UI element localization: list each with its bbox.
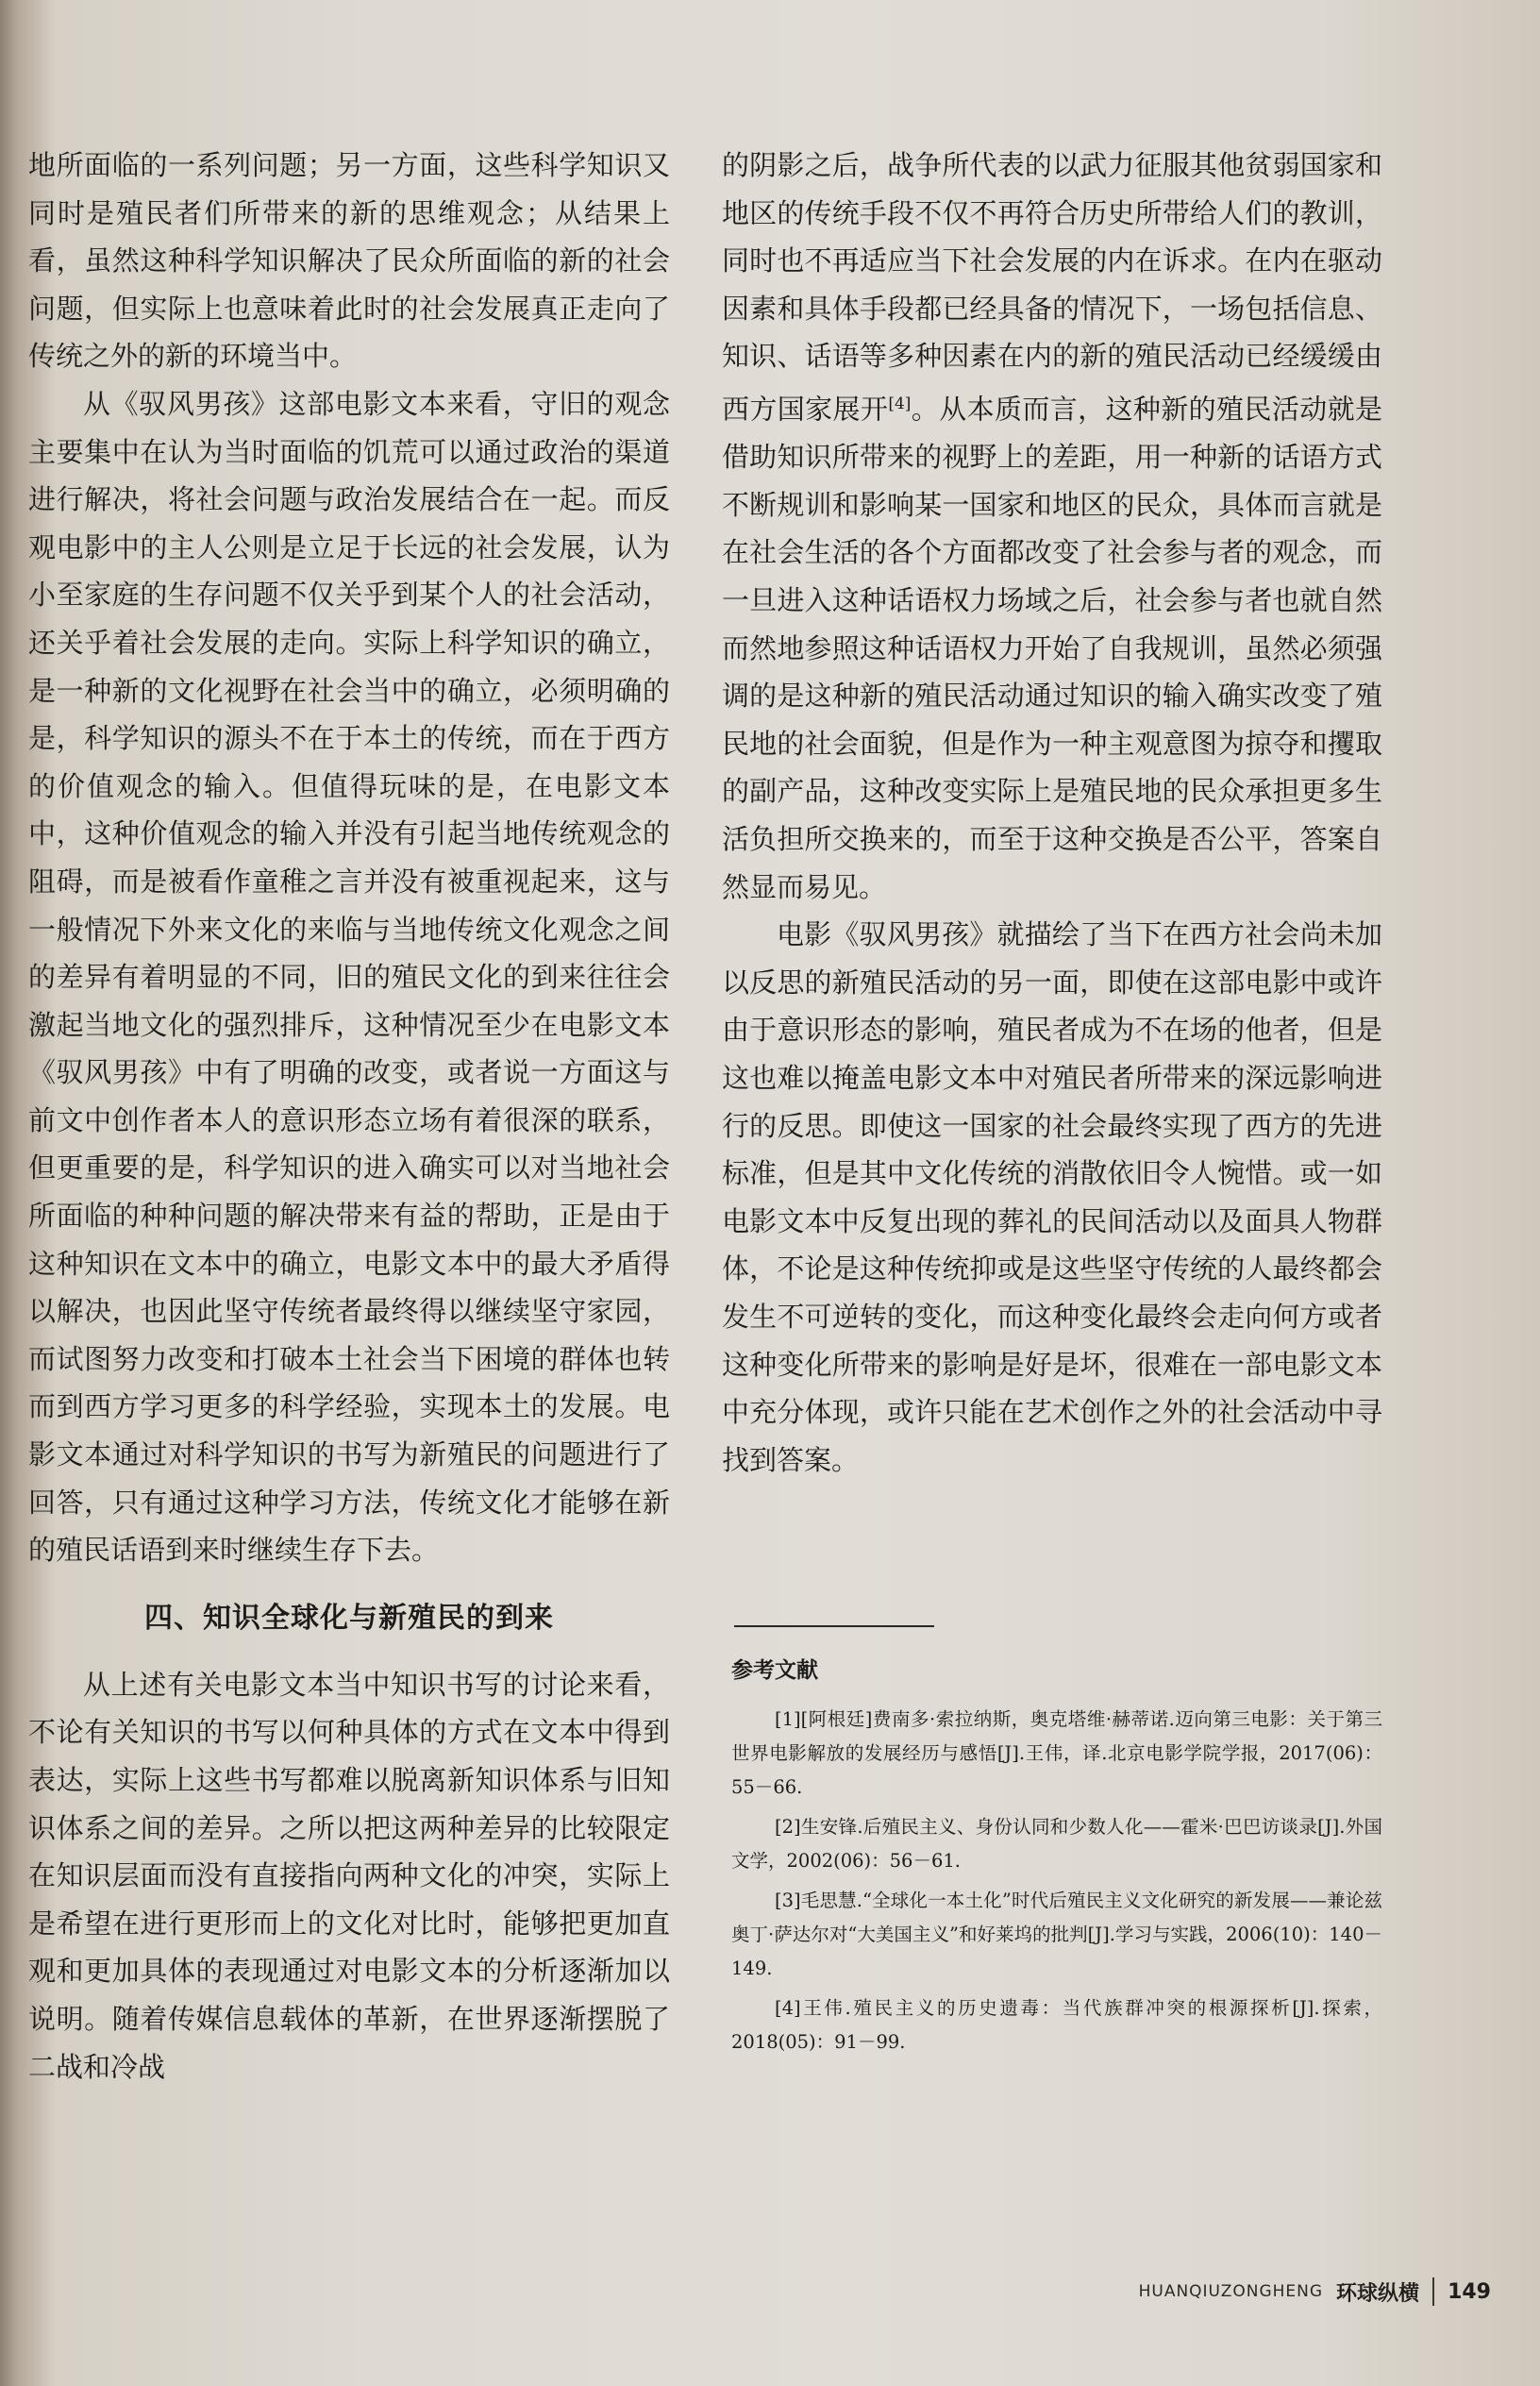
reference-item: [4]王伟.殖民主义的历史遗毒：当代族群冲突的根源探析[J].探索，2018(05)：91－99. <box>731 1997 1382 2053</box>
left-column <box>28 142 670 2091</box>
page-footer <box>981 2273 1491 2310</box>
journal-name-latin: HUANQIUZONGHENG <box>1138 2282 1324 2301</box>
body-paragraph: 从《驭风男孩》这部电影文本来看，守旧的观念主要集中在认为当时面临的饥荒可以通过政治的渠道进行解决，将社会问题与政治发展结合在一起。而反观电影中的主人公则是立足于长远的社会发展，认为小至家庭的生存问题不仅关乎到某个人的社会活动，还关乎着社会发展的走向。实际上科学知识的确立，是一种新的文化视野在社会当中的确立，必须明确的是，科学知识的源头不在于本土的传统，而在于西方的价值观念的输入。但值得玩味的是，在电影文本中，这种价值观念的输入并没有引起当地传统观念的阻碍，而是被看作童稚之言并没有被重视起来，这与一般情况下外来文化的来临与当地传统文化观念之间的差异有着明显的不同，旧的殖民文化的到来往往会激起当地文化的强烈排斥，这种情况至少在电影文本《驭风男孩》中有了明确的改变，或者说一方面这与前文中创作者本人的意识形态立场有着很深的联系，但更重要的是，科学知识的进入确实可以对当地社会所面临的种种问题的解决带来有益的帮助，正是由于这种知识在文本中的确立，电影文本中的最大矛盾得以解决，也因此坚守传统者最终得以继续坚守家园，而试图努力改变和打破本土社会当下困境的群体也转而到西方学习更多的科学经验，实现本土的发展。电影文本通过对科学知识的书写为新殖民的问题进行了回答，只有通过这种学习方法，传统文化才能够在新的殖民话语到来时继续生存下去。 <box>28 387 670 1567</box>
body-paragraph <box>722 142 1382 911</box>
reference-item: [2]生安锋.后殖民主义、身份认同和少数人化——霍米·巴巴访谈录[J].外国文学，2002(06)：56－61. <box>731 1816 1382 1872</box>
references-section <box>731 1654 1382 2065</box>
reference-item: [3]毛思慧.“全球化一本土化”时代后殖民主义文化研究的新发展——兼论兹奥丁·萨达尔对“大美国主义”和好莱坞的批判[J].学习与实践，2006(10)：140－149. <box>731 1890 1382 1979</box>
body-paragraph: 地所面临的一系列问题；另一方面，这些科学知识又同时是殖民者们所带来的新的思维观念；从结果上看，虽然这种科学知识解决了民众所面临的新的社会问题，但实际上也意味着此时的社会发展真正走向了传统之外的新的环境当中。 <box>28 149 670 373</box>
reference-item: [1][阿根廷]费南多·索拉纳斯，奥克塔维·赫蒂诺.迈向第三电影：关于第三世界电影解放的发展经历与感悟[J].王伟，译.北京电影学院学报，2017(06)：55－66. <box>731 1708 1382 1798</box>
right-column <box>722 142 1382 1484</box>
body-text: 。从本质而言，这种新的殖民活动就是借助知识所带来的视野上的差距，用一种新的话语方式不断规训和影响某一国家和地区的民众，具体而言就是在社会生活的各个方面都改变了社会参与者的观念，而一旦进入这种话语权力场域之后，社会参与者也就自然而然地参照这种话语权力开始了自我规训，虽然必须强调的是这种新的殖民活动通过知识的输入确实改变了殖民地的社会面貌，但是作为一种主观意图为掠夺和攫取的副产品，这种改变实际上是殖民地的民众承担更多生活负担所交换来的，而至于这种交换是否公平，答案自然显而易见。 <box>722 393 1382 903</box>
journal-name-chinese: 环球纵横 <box>1336 2281 1420 2306</box>
body-text: 的阴影之后，战争所代表的以武力征服其他贫弱国家和地区的传统手段不仅不再符合历史所带给人们的教训，同时也不再适应当下社会发展的内在诉求。在内在驱动因素和具体手段都已经具备的情况下，一场包括信息、知识、话语等多种因素在内的新的殖民活动已经缓缓由西方国家展开 <box>722 149 1382 426</box>
body-paragraph: 从上述有关电影文本当中知识书写的讨论来看，不论有关知识的书写以何种具体的方式在文本中得到表达，实际上这些书写都难以脱离新知识体系与旧知识体系之间的差异。之所以把这两种差异的比较限定在知识层面而没有直接指向两种文化的冲突，实际上是希望在进行更形而上的文化对比时，能够把更加直观和更加具体的表现通过对电影文本的分析逐渐加以说明。随着传媒信息载体的革新，在世界逐渐摆脱了二战和冷战 <box>28 1668 670 2083</box>
footer-separator <box>1432 2277 1434 2306</box>
section-heading: 四、知识全球化与新殖民的到来 <box>144 1601 554 1635</box>
page-number: 149 <box>1448 2279 1491 2304</box>
citation-marker: [4] <box>888 394 912 413</box>
body-paragraph: 电影《驭风男孩》就描绘了当下在西方社会尚未加以反思的新殖民活动的另一面，即使在这部电影中或许由于意识形态的影响，殖民者成为不在场的他者，但是这也难以掩盖电影文本中对殖民者所带来的深远影响进行的反思。即使这一国家的社会最终实现了西方的先进标准，但是其中文化传统的消散依旧令人惋惜。或一如电影文本中反复出现的葬礼的民间活动以及面具人物群体，不论是这种传统抑或是这些坚守传统的人最终都会发生不可逆转的变化，而这种变化最终会走向何方或者这种变化所带来的影响是好是坏，很难在一部电影文本中充分体现，或许只能在艺术创作之外的社会活动中寻找到答案。 <box>722 918 1382 1476</box>
references-title: 参考文献 <box>731 1658 818 1683</box>
references-divider <box>734 1625 934 1627</box>
